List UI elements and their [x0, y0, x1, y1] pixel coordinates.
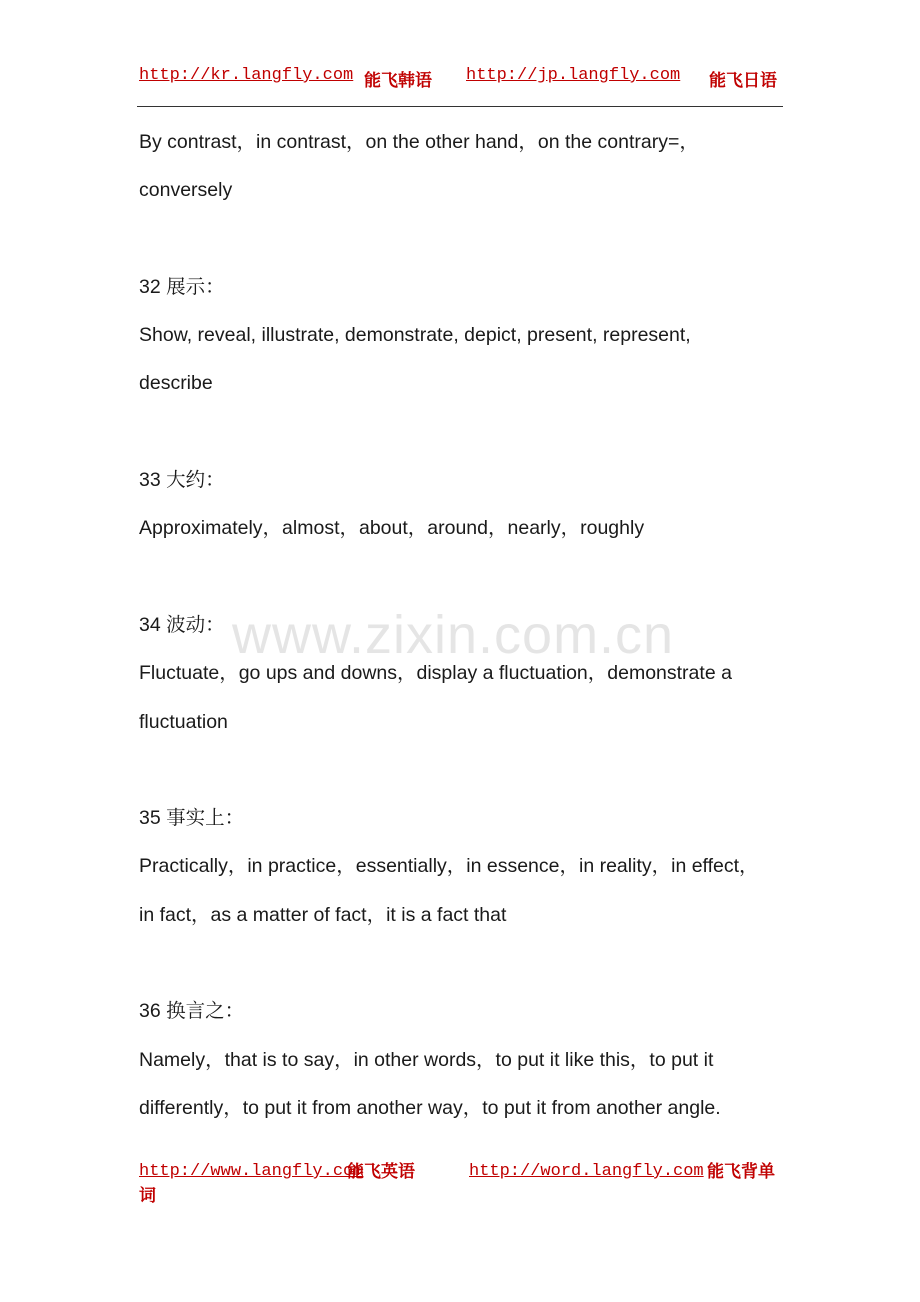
- intro-line-1: By contrast，in contrast，on the other hand，on the contrary=，: [139, 131, 699, 153]
- section-36-heading: 36 换言之：: [139, 1000, 245, 1023]
- section-32-line-1: Show, reveal, illustrate, demonstrate, depict, present, represent,: [139, 324, 691, 347]
- vocabulary-site-label-wrap: 词: [139, 1186, 156, 1206]
- header-divider: [137, 106, 783, 107]
- english-site-label: 能飞英语: [347, 1162, 415, 1182]
- page-header: [139, 66, 783, 92]
- korean-site-link[interactable]: http://kr.langfly.com: [139, 66, 354, 85]
- section-35-line-1: Practically，in practice，essentially，in essence，in reality，in effect，: [139, 855, 759, 878]
- vocabulary-site-label: 能飞背单: [707, 1162, 775, 1182]
- watermark: www.zixin.com.cn: [232, 605, 675, 665]
- english-site-link[interactable]: http://www.langfly.com: [139, 1162, 364, 1181]
- section-33-line-1: Approximately，almost，about，around，nearly，roughly: [139, 517, 645, 540]
- document-body: [139, 118, 799, 1132]
- vocabulary-site-link[interactable]: http://word.langfly.com: [469, 1162, 704, 1181]
- section-36-line-1: Namely，that is to say，in other words，to put it like this，to put it: [139, 1048, 714, 1071]
- intro-line-2: conversely: [139, 179, 233, 202]
- spacer: [139, 939, 799, 987]
- japanese-site-label: 能飞日语: [709, 71, 777, 91]
- spacer: [139, 553, 799, 601]
- spacer: [139, 215, 799, 263]
- section-32-line-2: describe: [139, 372, 213, 395]
- korean-site-label: 能飞韩语: [364, 71, 432, 91]
- japanese-site-link[interactable]: http://jp.langfly.com: [466, 66, 681, 85]
- section-36-line-2: differently，to put it from another way，to put it from another angle.: [139, 1096, 721, 1119]
- section-35-heading: 35 事实上：: [139, 807, 245, 830]
- spacer: [139, 746, 799, 794]
- section-33-heading: 33 大约：: [139, 469, 225, 492]
- section-35-line-2: in fact，as a matter of fact，it is a fact that: [139, 903, 507, 926]
- section-34-heading: 34 波动：: [139, 613, 225, 636]
- section-34-line-1: Fluctuate，go ups and downs，display a fluctuation，demonstrate a: [139, 662, 732, 685]
- section-34-line-2: fluctuation: [139, 710, 228, 733]
- section-32-heading: 32 展示：: [139, 275, 225, 298]
- spacer: [139, 408, 799, 456]
